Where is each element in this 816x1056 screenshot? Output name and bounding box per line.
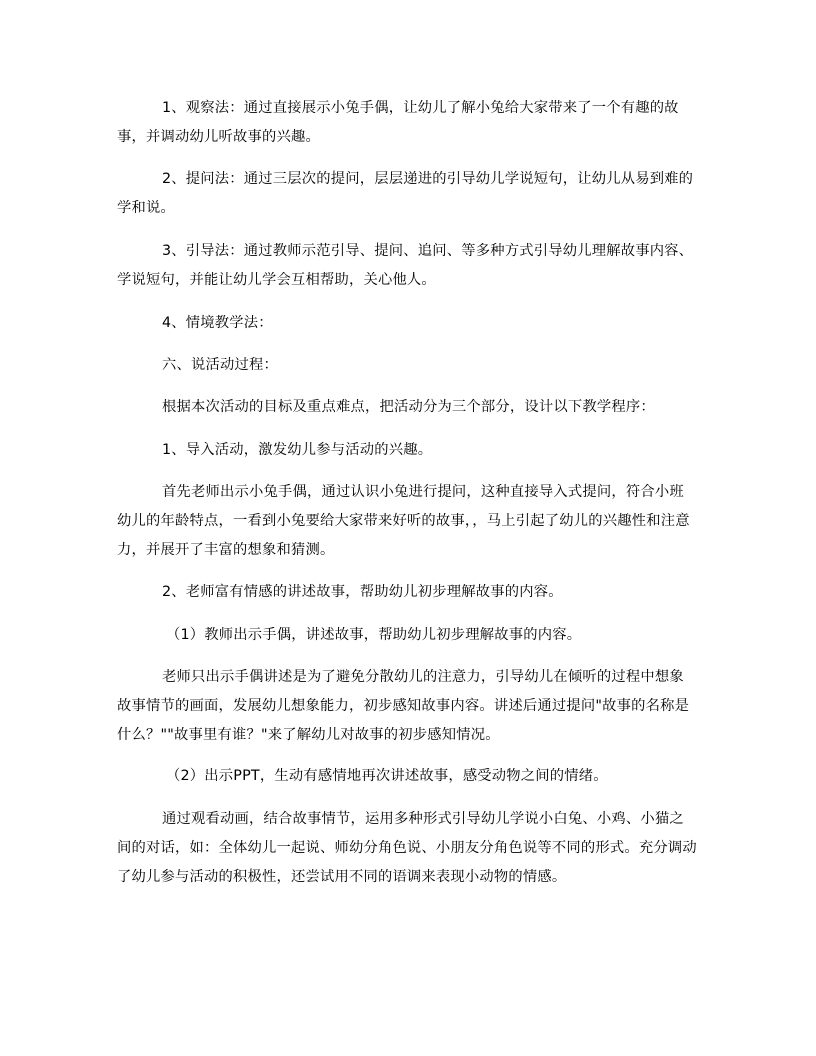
paragraph-guidance-method: 3、引导法：通过教师示范引导、提问、追问、等多种方式引导幼儿理解故事内容、学说短句，并能让幼儿学会互相帮助，关心他人。 bbox=[117, 243, 694, 288]
paragraph-ppt-detail: 通过观看动画，结合故事情节，运用多种形式引导幼儿学说小白兔、小鸡、小猫之间的对话，如：全体幼儿一起说、师幼分角色说、小朋友分角色说等不同的形式。充分调动了幼儿参与活动的积极性，还尝试用不同的语调来表现小动物的情感。 bbox=[117, 811, 697, 885]
substep-heading-ppt: （2）出示PPT，生动有感情地再次讲述故事，感受动物之间的情绪。 bbox=[166, 768, 608, 784]
substep-heading-hand-puppet: （1）教师出示手偶，讲述故事，帮助幼儿初步理解故事的内容。 bbox=[166, 627, 582, 643]
paragraph-observation-method: 1、观察法：通过直接展示小兔手偶，让幼儿了解小兔给大家带来了一个有趣的故事，并调动幼儿听故事的兴趣。 bbox=[117, 100, 679, 145]
step-heading-introduction: 1、导入活动，激发幼儿参与活动的兴趣。 bbox=[162, 442, 433, 458]
paragraph-introduction-detail: 首先老师出示小兔手偶，通过认识小兔进行提问，这种直接导入式提问，符合小班幼儿的年龄特点，一看到小兔要给大家带来好听的故事，，马上引起了幼儿的兴趣性和注意力，并展开了丰富的想象和猜测。 bbox=[117, 484, 690, 558]
paragraph-hand-puppet-detail: 老师只出示手偶讲述是为了避免分散幼儿的注意力，引导幼儿在倾听的过程中想象故事情节的画面，发展幼儿想象能力，初步感知故事内容。讲述后通过提问"故事的名称是什么？""故事里有谁？"来了解幼儿对故事的初步感知情况。 bbox=[117, 669, 690, 743]
paragraph-program-intro: 根据本次活动的目标及重点难点，把活动分为三个部分，设计以下教学程序： bbox=[162, 399, 655, 415]
step-heading-storytelling: 2、老师富有情感的讲述故事，帮助幼儿初步理解故事的内容。 bbox=[162, 584, 563, 600]
paragraph-situational-teaching: 4、情境教学法： bbox=[162, 315, 273, 331]
paragraph-questioning-method: 2、提问法：通过三层次的提问，层层递进的引导幼儿学说短句，让幼儿从易到难的学和说。 bbox=[117, 171, 694, 216]
section-heading-activity-process: 六、说活动过程： bbox=[162, 357, 278, 373]
